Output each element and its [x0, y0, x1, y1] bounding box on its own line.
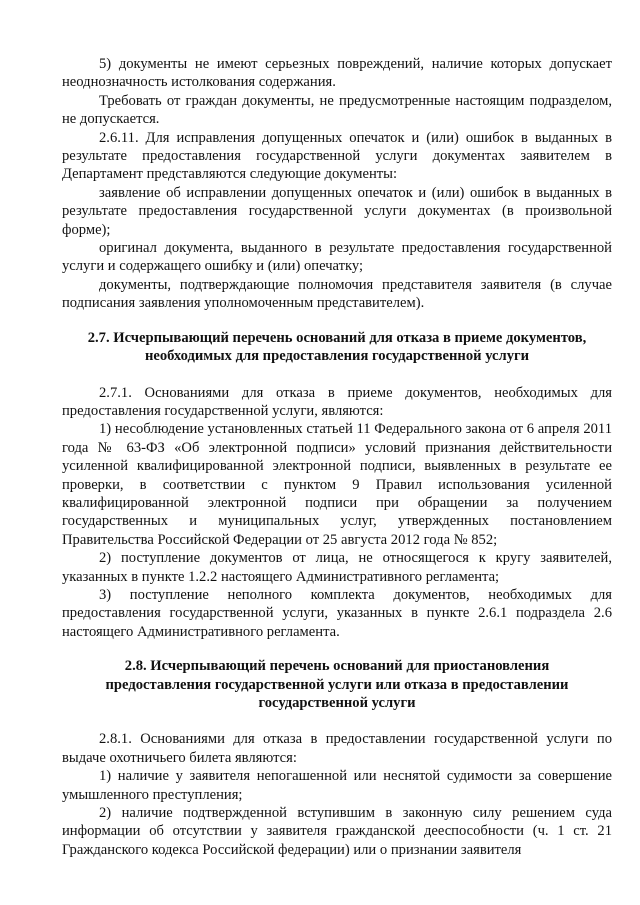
paragraph-2-8-1-item-1: 1) наличие у заявителя непогашенной или неснятой судимости за совершение умышленного преступления; — [62, 768, 612, 803]
paragraph-2-7-1-item-1: 1) несоблюдение установленных статьей 11 Федерального закона от 6 апреля 2011 года № 63-ФЗ «Об электронной подписи» условий признания действительности усиленной квалифицированной электронной подписи, выявленных в результате ее проверки, в соответствии с пунктом 9 Правил использования усиленной квалифицированной электронной подписи при обращении за получением государственных и муниципальных услуг, утвержденных постановлением Правительства Российской Федерации от 25 августа 2012 года № 852; — [62, 421, 612, 548]
paragraph-damage: 5) документы не имеют серьезных повреждений, наличие которых допускает неоднозначность истолкования содержания. — [62, 56, 612, 91]
paragraph-2-8-1-item-2: 2) наличие подтвержденной вступившим в законную силу решением суда информации об отсутствии у заявителя гражданской дееспособности (ч. 1 ст. 21 Гражданского кодекса Российской федерации) или о признании заявителя — [62, 805, 612, 858]
paragraph-2-8-1: 2.8.1. Основаниями для отказа в предоставлении государственной услуги по выдаче охотничьего билета являются: — [62, 731, 612, 766]
document-page — [62, 55, 612, 859]
section-2-8-heading-line-1: 2.8. Исчерпывающий перечень оснований для приостановления — [124, 658, 550, 675]
section-2-8-heading-line-2: предоставления государственной услуги или отказа в предоставлении — [105, 676, 569, 693]
paragraph-original-document: оригинал документа, выданного в результате предоставления государственной услуги и содержащего ошибку и (или) опечатку; — [62, 240, 612, 275]
section-2-7-heading-line-1: 2.7. Исчерпывающий перечень оснований для отказа в приеме документов, — [87, 329, 587, 346]
paragraph-2-7-1-item-3: 3) поступление неполного комплекта документов, необходимых для предоставления государственной услуги, указанных в пункте 2.6.1 подраздела 2.6 настоящего Административного регламента. — [62, 586, 612, 640]
paragraph-2-7-1-item-2: 2) поступление документов от лица, не относящегося к кругу заявителей, указанных в пункте 1.2.2 настоящего Административного регламента; — [62, 550, 612, 585]
section-2-8-heading — [62, 657, 612, 712]
paragraph-no-extra-docs: Требовать от граждан документы, не предусмотренные настоящим подразделом, не допускается. — [62, 92, 612, 128]
paragraph-authority-documents: документы, подтверждающие полномочия представителя заявителя (в случае подписания заявления уполномоченным представителем). — [62, 276, 612, 312]
section-2-8-heading-line-3: государственной услуги — [258, 695, 416, 711]
paragraph-2-6-11: 2.6.11. Для исправления допущенных опечаток и (или) ошибок в выданных в результате предоставления государственной услуги документах заявителем в Департамент представляются следующие документы: — [62, 129, 612, 183]
paragraph-correction-request: заявление об исправлении допущенных опечаток и (или) ошибок в выданных в результате предоставления государственной услуги документах (в произвольной форме); — [62, 184, 612, 238]
section-2-7-heading — [62, 329, 612, 366]
section-2-7-heading-line-2: необходимых для предоставления государственной услуги — [144, 348, 530, 365]
paragraph-2-7-1: 2.7.1. Основаниями для отказа в приеме документов, необходимых для предоставления государственной услуги, являются: — [62, 384, 612, 419]
